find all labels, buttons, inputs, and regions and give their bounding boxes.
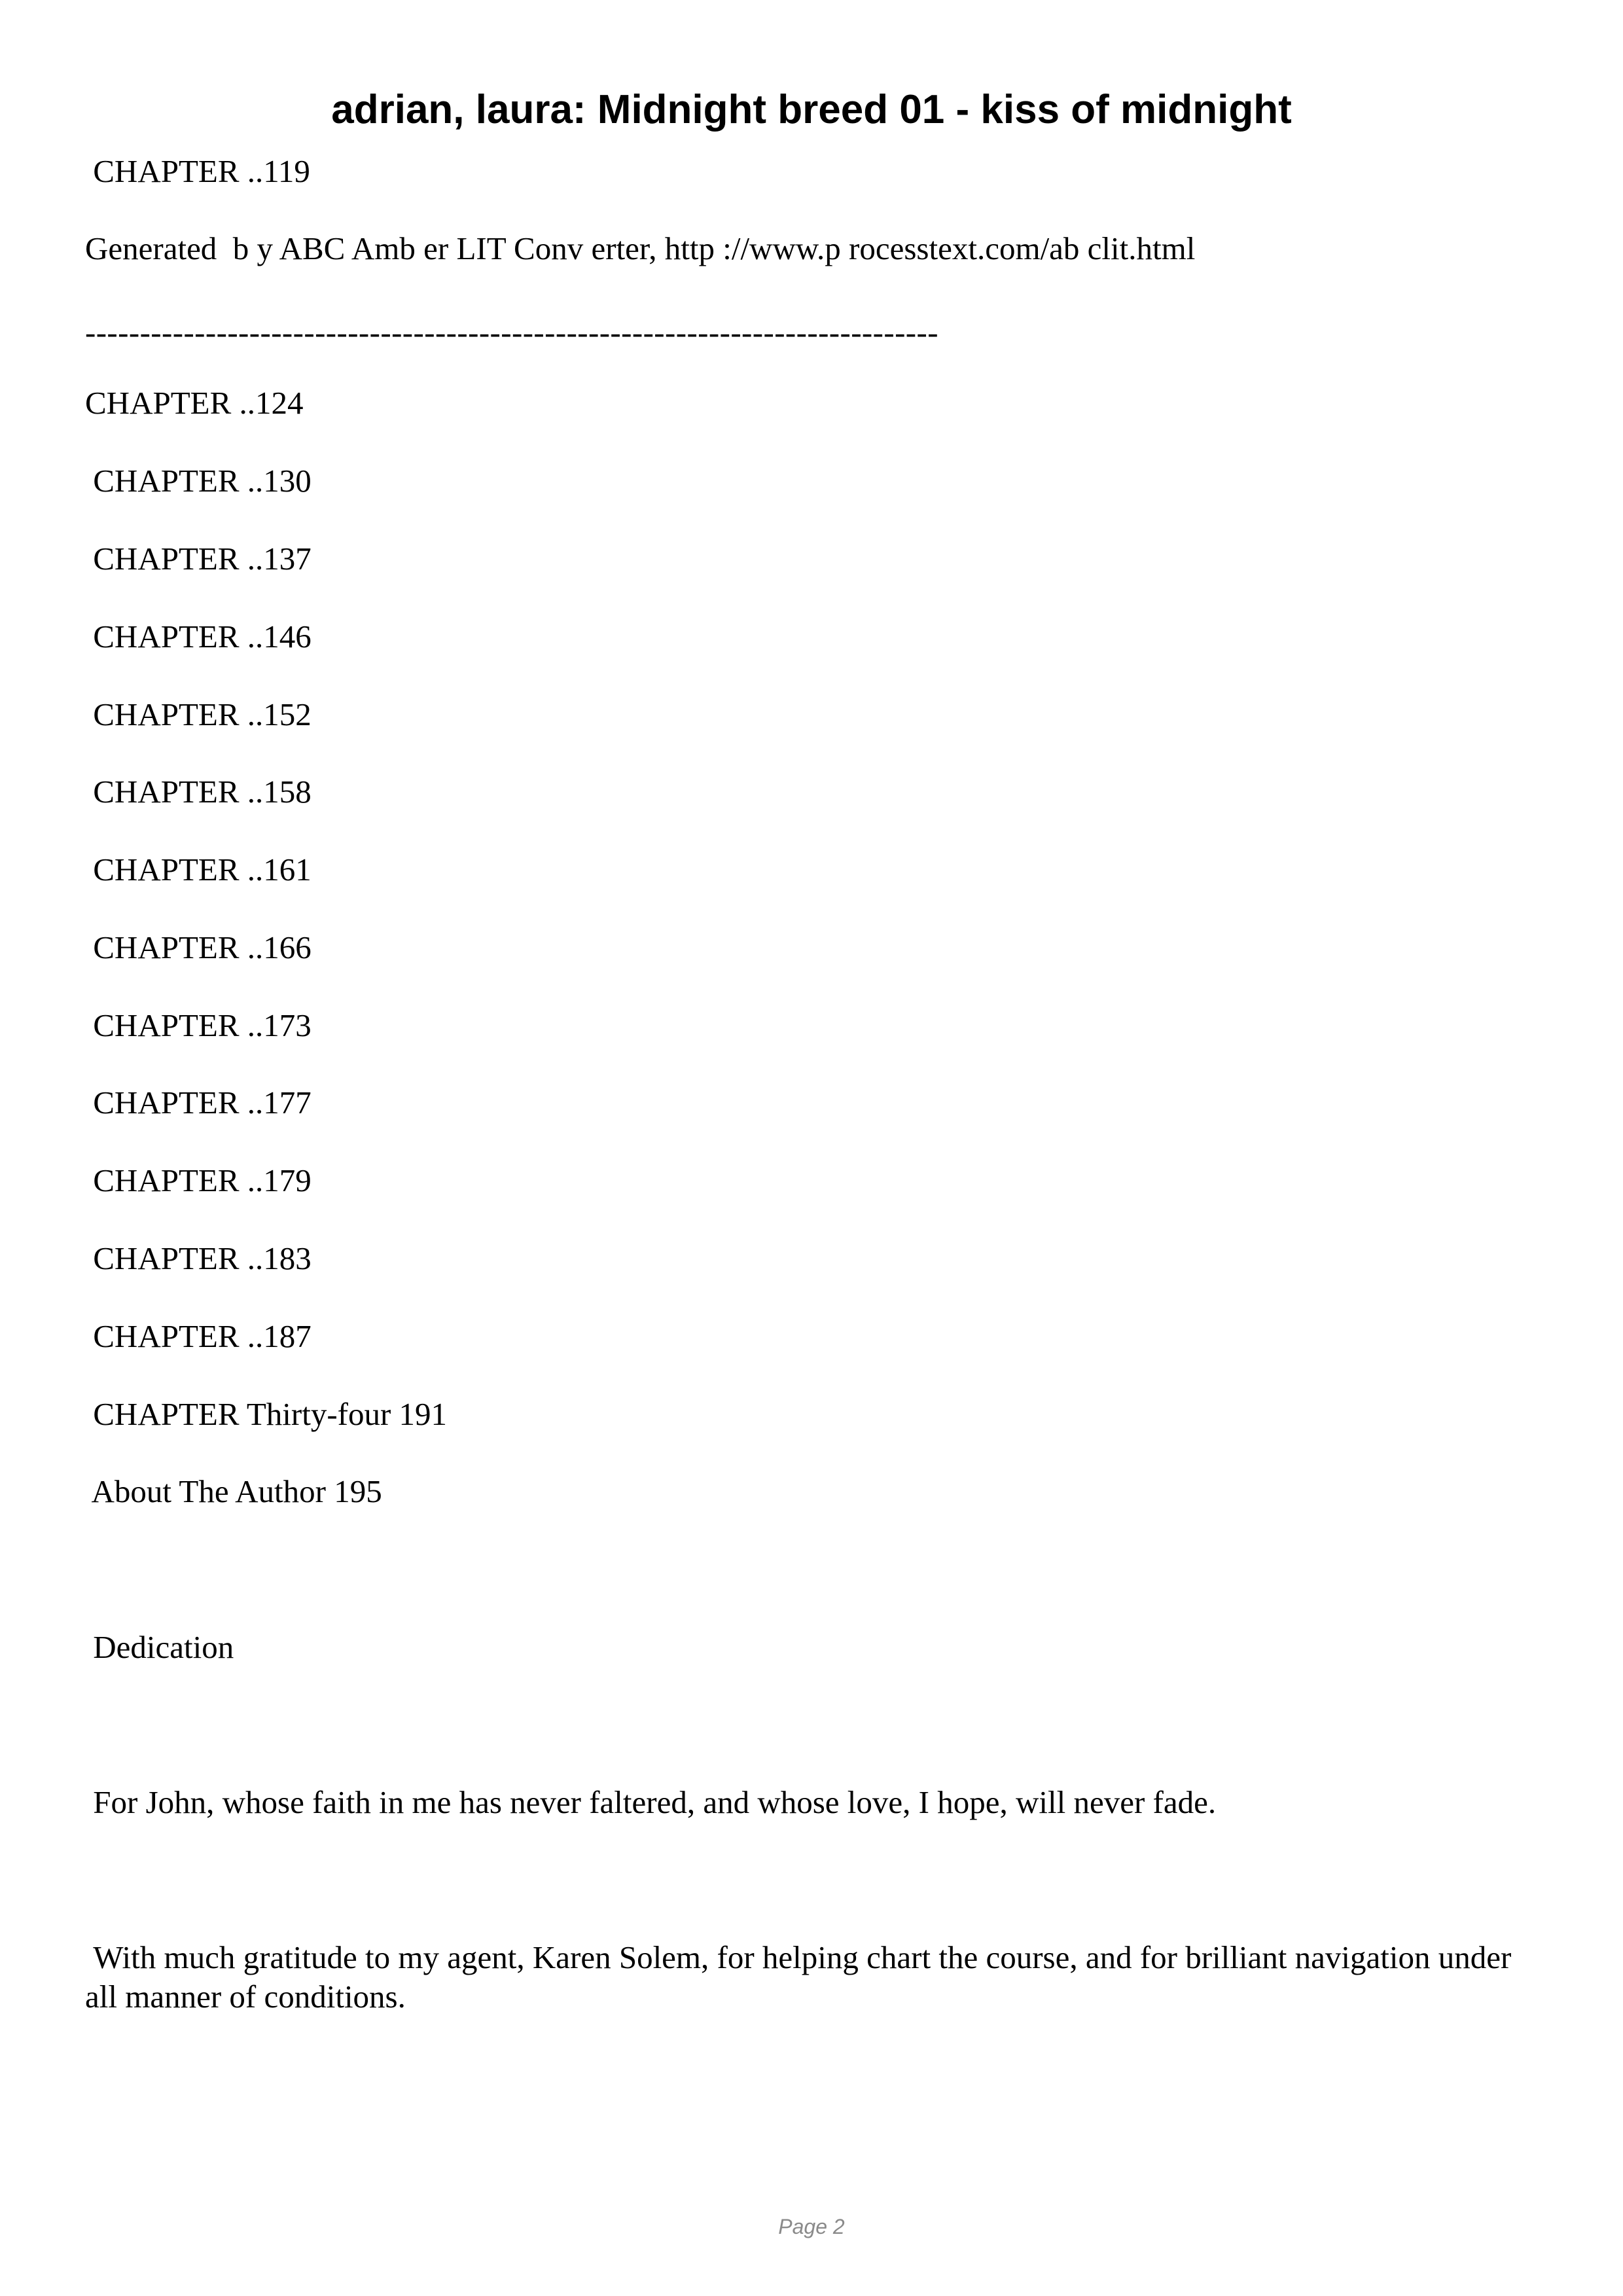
page-number: Page 2 xyxy=(778,2215,845,2238)
toc-item: CHAPTER ..166 xyxy=(85,929,312,965)
toc-item: CHAPTER ..158 xyxy=(85,774,312,810)
generated-note: Generated b y ABC Amb er LIT Conv erter, http ://www.p rocesstext.com/ab clit.html xyxy=(85,230,1196,266)
toc-item: CHAPTER ..183 xyxy=(85,1240,312,1276)
dedication-text: For John, whose faith in me has never faltered, and whose love, I hope, will never fade. xyxy=(85,1784,1217,1820)
page-title: adrian, laura: Midnight breed 01 - kiss of midnight xyxy=(331,87,1292,132)
first-chapter-line: CHAPTER ..119 xyxy=(85,153,310,189)
dedication-heading: Dedication xyxy=(85,1629,234,1665)
toc-item: CHAPTER ..179 xyxy=(85,1162,312,1198)
toc-item: CHAPTER ..124 xyxy=(85,385,304,421)
acknowledgement-text: With much gratitude to my agent, Karen Solem, for helping chart the course, and for brilliant navigation under all manner of conditions. xyxy=(85,1939,1520,2015)
toc-item: CHAPTER ..146 xyxy=(85,619,312,655)
toc-item: CHAPTER Thirty-four 191 xyxy=(85,1396,448,1432)
toc-item: CHAPTER ..137 xyxy=(85,541,312,577)
toc-item: CHAPTER ..130 xyxy=(85,463,312,499)
toc-item: CHAPTER ..152 xyxy=(85,696,312,732)
separator-line: ------------------------------------------------------------------------------ xyxy=(85,314,938,350)
toc-item: CHAPTER ..173 xyxy=(85,1007,312,1043)
toc-item: CHAPTER ..187 xyxy=(85,1318,312,1354)
toc-item: CHAPTER ..161 xyxy=(85,852,312,888)
toc-item: About The Author 195 xyxy=(85,1473,382,1509)
toc-item: CHAPTER ..177 xyxy=(85,1085,312,1121)
